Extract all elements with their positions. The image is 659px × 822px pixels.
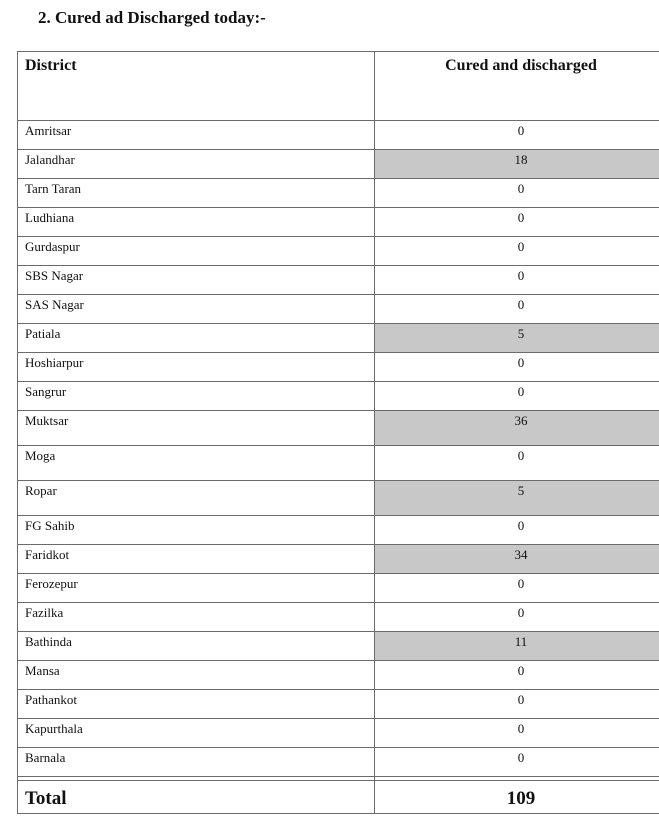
cured-count-cell: 18 <box>375 150 659 179</box>
cured-count-cell: 0 <box>375 690 659 719</box>
cured-count-cell: 0 <box>375 446 659 481</box>
table-row <box>18 516 659 545</box>
cured-count-cell: 0 <box>375 516 659 545</box>
district-name-cell: Muktsar <box>18 411 375 446</box>
district-name-cell: SAS Nagar <box>18 295 375 324</box>
table-row <box>18 237 659 266</box>
total-row <box>18 781 659 814</box>
cured-count-cell: 0 <box>375 121 659 150</box>
cured-count-cell: 34 <box>375 545 659 574</box>
cured-count-cell: 0 <box>375 661 659 690</box>
district-name-cell: Gurdaspur <box>18 237 375 266</box>
cured-discharged-table <box>17 51 659 814</box>
table-row <box>18 690 659 719</box>
cured-count-cell: 0 <box>375 266 659 295</box>
district-name-cell: Tarn Taran <box>18 179 375 208</box>
cured-column-header: Cured and discharged <box>375 52 659 121</box>
table-row <box>18 545 659 574</box>
cured-count-cell: 5 <box>375 481 659 516</box>
cured-count-cell: 0 <box>375 603 659 632</box>
district-name-cell: Mansa <box>18 661 375 690</box>
cured-count-cell: 0 <box>375 719 659 748</box>
district-name-cell: FG Sahib <box>18 516 375 545</box>
district-name-cell: Jalandhar <box>18 150 375 179</box>
district-name-cell: Sangrur <box>18 382 375 411</box>
total-label: Total <box>18 781 375 814</box>
table-row <box>18 411 659 446</box>
district-name-cell: Patiala <box>18 324 375 353</box>
district-name-cell: Bathinda <box>18 632 375 661</box>
cured-count-cell: 0 <box>375 382 659 411</box>
district-name-cell: Ludhiana <box>18 208 375 237</box>
table-row <box>18 353 659 382</box>
district-name-cell: Fazilka <box>18 603 375 632</box>
cured-count-cell: 11 <box>375 632 659 661</box>
district-name-cell: Amritsar <box>18 121 375 150</box>
table-row <box>18 719 659 748</box>
district-name-cell: Moga <box>18 446 375 481</box>
section-heading: 2. Cured ad Discharged today:- <box>38 8 266 27</box>
cured-count-cell: 0 <box>375 574 659 603</box>
cured-count-cell: 0 <box>375 208 659 237</box>
cured-count-cell: 36 <box>375 411 659 446</box>
table-row <box>18 295 659 324</box>
table-row <box>18 481 659 516</box>
district-name-cell: Ropar <box>18 481 375 516</box>
district-name-cell: Ferozepur <box>18 574 375 603</box>
table-row <box>18 266 659 295</box>
cured-count-cell: 5 <box>375 324 659 353</box>
cured-count-cell: 0 <box>375 179 659 208</box>
table-row <box>18 632 659 661</box>
district-name-cell: Faridkot <box>18 545 375 574</box>
district-name-cell: Barnala <box>18 748 375 777</box>
table-row <box>18 179 659 208</box>
table-row <box>18 661 659 690</box>
table-row <box>18 748 659 777</box>
table-row <box>18 150 659 179</box>
cured-count-cell: 0 <box>375 353 659 382</box>
district-column-header: District <box>18 52 375 121</box>
table-row <box>18 446 659 481</box>
district-name-cell: Pathankot <box>18 690 375 719</box>
table-row <box>18 324 659 353</box>
district-name-cell: SBS Nagar <box>18 266 375 295</box>
total-value: 109 <box>375 781 659 814</box>
district-name-cell: Kapurthala <box>18 719 375 748</box>
cured-count-cell: 0 <box>375 295 659 324</box>
table-row <box>18 208 659 237</box>
cured-count-cell: 0 <box>375 237 659 266</box>
table-row <box>18 603 659 632</box>
table-header-row <box>18 52 659 121</box>
table-row <box>18 574 659 603</box>
table-row <box>18 382 659 411</box>
cured-count-cell: 0 <box>375 748 659 777</box>
district-name-cell: Hoshiarpur <box>18 353 375 382</box>
table-row <box>18 121 659 150</box>
